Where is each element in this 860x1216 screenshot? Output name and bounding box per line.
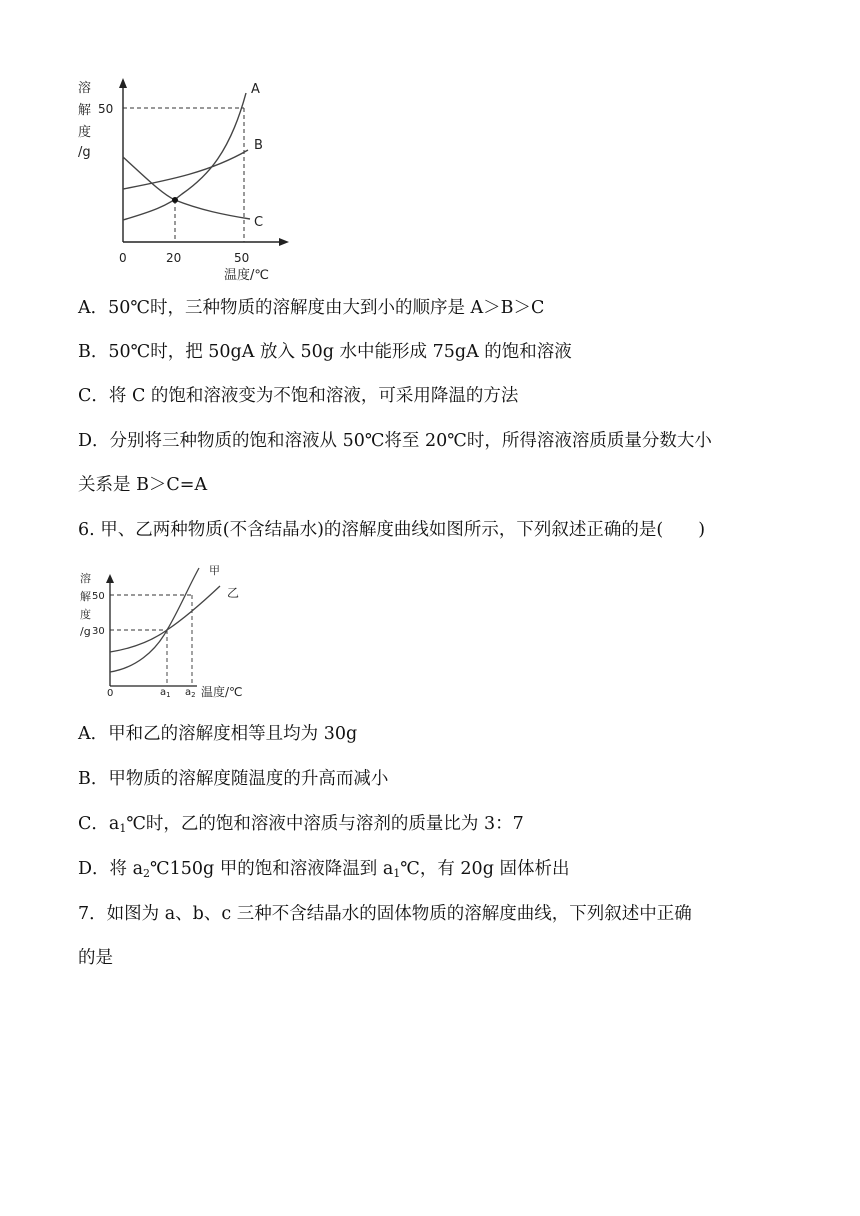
fig1-xtick-0: 0 [119, 251, 127, 265]
solubility-figure-2 [75, 560, 275, 705]
fig1-ylabel-char: /g [78, 145, 91, 160]
fig2-ylabel-char: /g [80, 625, 91, 638]
q5-option-d-continued: 关系是 B＞C=A [78, 475, 208, 495]
q5-option-c: C．将 C 的饱和溶液变为不饱和溶液，可采用降温的方法 [78, 386, 519, 406]
fig2-y-axis-arrow [106, 574, 114, 583]
fig2-ylabel-char: 解 [80, 590, 91, 603]
q6-option-d [78, 857, 798, 881]
q5-option-d: D．分别将三种物质的饱和溶液从 50℃将至 20℃时，所得溶液溶质质量分数大小 [78, 431, 712, 451]
q6-option-c-text: C．a [78, 814, 120, 834]
q6-option-d-subscript: 2 [143, 867, 151, 880]
fig1-ylabel-char: 溶 [78, 81, 92, 96]
q6-option-a: A．甲和乙的溶解度相等且均为 30g [78, 724, 358, 744]
fig2-ylabel-char: 度 [80, 608, 91, 621]
fig1-curve-a [123, 93, 246, 220]
q6-stem: 6. 甲、乙两种物质(不含结晶水)的溶解度曲线如图所示，下列叙述正确的是( ) [78, 520, 706, 540]
fig1-xtick-50: 50 [234, 251, 250, 265]
fig2-xlabel: 温度/℃ [201, 685, 243, 699]
q6-option-c-text-rest: ℃时，乙的饱和溶液中溶质与溶剂的质量比为 3：7 [126, 814, 524, 834]
fig2-xtick-0: 0 [107, 688, 114, 699]
fig2-curve-yi [110, 586, 220, 652]
fig2-ytick-50: 50 [92, 591, 105, 602]
fig2-curve-jia [110, 568, 199, 672]
fig2-xtick-a1: $a_1$ [160, 687, 171, 699]
fig2-curve-label-jia: 甲 [209, 564, 220, 577]
fig2-ylabel-char: 溶 [80, 572, 91, 585]
fig1-xtick-20: 20 [166, 251, 182, 265]
q5-option-a: A．50℃时，三种物质的溶解度由大到小的顺序是 A＞B＞C [78, 298, 545, 318]
solubility-chart-2 [75, 560, 275, 705]
q7-stem: 7．如图为 a、b、c 三种不含结晶水的固体物质的溶解度曲线，下列叙述中正确 [78, 904, 692, 924]
q6-option-d-subscript-2: 1 [393, 867, 401, 880]
fig2-xtick-a2: $a_2$ [185, 687, 196, 699]
solubility-chart-1 [70, 72, 310, 287]
fig1-curve-label-b: B [254, 138, 263, 153]
fig1-curve-label-a: A [251, 82, 260, 97]
fig1-curve-b [123, 150, 248, 189]
fig1-curve-c [123, 157, 250, 219]
q6-option-d-text-rest: ℃，有 20g 固体析出 [400, 859, 570, 879]
q6-option-c [78, 812, 798, 836]
q6-option-c-subscript: 1 [119, 822, 127, 835]
q6-option-d-text: D．将 a [78, 859, 144, 879]
fig1-xlabel: 温度/℃ [224, 268, 269, 283]
fig2-curve-label-yi: 乙 [227, 586, 240, 600]
q6-option-b: B．甲物质的溶解度随温度的升高而减小 [78, 769, 389, 789]
q6-option-d-text-mid: ℃150g 甲的饱和溶液降温到 a [150, 859, 394, 879]
q7-stem-continued: 的是 [78, 948, 113, 968]
fig1-y-axis-arrow [119, 78, 127, 88]
fig1-ytick-50: 50 [98, 102, 114, 116]
q5-option-b: B．50℃时，把 50gA 放入 50g 水中能形成 75gA 的饱和溶液 [78, 342, 572, 362]
fig1-ylabel-char: 度 [78, 125, 92, 140]
fig1-curve-label-c: C [254, 215, 264, 230]
solubility-figure-1 [70, 72, 310, 287]
fig1-x-axis-arrow [279, 238, 289, 246]
fig2-ytick-30: 30 [92, 626, 105, 637]
fig1-intersection-point [172, 197, 178, 203]
fig1-ylabel-char: 解 [78, 103, 92, 118]
